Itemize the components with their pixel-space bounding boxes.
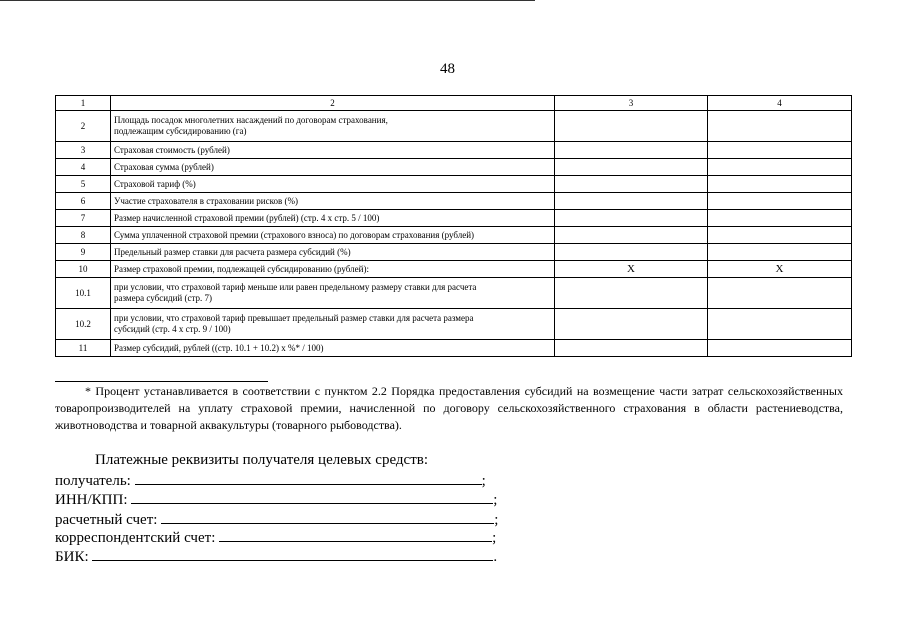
footnote-line: сельскохозяйственных товаропроизводителей на уплату страховой премии, начисленной по договору сельскохозяйственного страхования: [55, 384, 843, 415]
table-row: [56, 142, 852, 159]
value-cell-col-3: [555, 340, 708, 357]
row-label: [111, 176, 555, 193]
row-number: 11: [56, 340, 111, 357]
top-edge-rule: [0, 0, 535, 1]
value-cell-col-4: [708, 193, 852, 210]
page-number: 48: [440, 61, 455, 77]
row-label: [111, 278, 555, 309]
table-row: [56, 340, 852, 357]
value-cell-col-3: [555, 227, 708, 244]
row-number: 9: [56, 244, 111, 261]
value-cell-col-4: [708, 210, 852, 227]
field-end: ;: [481, 473, 486, 489]
requisites-title: Платежные реквизиты получателя целевых средств:: [95, 452, 428, 468]
row-number: 8: [56, 227, 111, 244]
value-cell-col-4: [708, 244, 852, 261]
header-col-1: 1: [56, 96, 111, 111]
field-label: расчетный счет:: [55, 512, 158, 528]
row-label-line: Размер страховой премии, подлежащей субсидированию (рублей):: [114, 263, 369, 274]
value-cell-col-3: [555, 193, 708, 210]
table-body: [56, 96, 852, 357]
row-label-line: Страховая сумма (рублей): [114, 161, 214, 172]
row-label-line: размера субсидий (стр. 7): [114, 293, 212, 303]
correspondent-account-fill-line[interactable]: [219, 528, 492, 542]
table-row: [56, 227, 852, 244]
bik-field: [55, 547, 497, 566]
row-label-line: Предельный размер ставки для расчета размера субсидий (%): [114, 246, 351, 257]
row-label-line: Участие страхователя в страховании рисков (%): [114, 195, 299, 206]
row-number: 3: [56, 142, 111, 159]
row-label: [111, 261, 555, 278]
value-cell-col-3: [555, 244, 708, 261]
header-col-4: 4: [708, 96, 852, 111]
row-label: [111, 227, 555, 244]
value-cell-col-4: X: [708, 261, 852, 278]
header-col-2: 2: [111, 96, 555, 111]
value-cell-col-4: [708, 142, 852, 159]
row-label-line: Площадь посадок многолетних насаждений по договорам страхования,: [114, 115, 388, 125]
row-number: 2: [56, 111, 111, 142]
row-label-line: Размер субсидий, рублей ((стр. 10.1 + 10.2) х %* / 100): [114, 342, 324, 353]
account-fill-line[interactable]: [161, 510, 494, 524]
row-label: [111, 111, 555, 142]
row-number: 5: [56, 176, 111, 193]
field-end: ;: [492, 530, 497, 546]
value-cell-col-4: [708, 159, 852, 176]
row-label: [111, 309, 555, 340]
value-cell-col-4: [708, 176, 852, 193]
footnote: [55, 383, 843, 434]
row-label-line: Размер начисленной страховой премии (рублей) (стр. 4 х стр. 5 / 100): [114, 212, 380, 223]
table-row: [56, 278, 852, 309]
footnote-text: [55, 383, 843, 434]
row-label: [111, 210, 555, 227]
row-number: 10: [56, 261, 111, 278]
row-label-line: Страховая стоимость (рублей): [114, 144, 230, 155]
field-label: корреспондентский счет:: [55, 530, 216, 546]
row-number: 10.1: [56, 278, 111, 309]
table-row: [56, 176, 852, 193]
row-number: 10.2: [56, 309, 111, 340]
value-cell-col-3: [555, 142, 708, 159]
bik-fill-line[interactable]: [92, 547, 493, 561]
table-row: [56, 244, 852, 261]
table-row: [56, 309, 852, 340]
field-label: получатель:: [55, 473, 131, 489]
subsidy-table: [55, 95, 852, 357]
value-cell-col-4: [708, 227, 852, 244]
inn-kpp-fill-line[interactable]: [131, 490, 493, 504]
table-row: [56, 210, 852, 227]
row-label: [111, 244, 555, 261]
table-row: [56, 111, 852, 142]
value-cell-col-3: X: [555, 261, 708, 278]
row-label: [111, 340, 555, 357]
value-cell-col-4: [708, 278, 852, 309]
field-label: ИНН/КПП:: [55, 492, 128, 508]
value-cell-col-3: [555, 210, 708, 227]
value-cell-col-3: [555, 176, 708, 193]
row-label-line: подлежащим субсидированию (га): [114, 126, 247, 136]
row-label: [111, 142, 555, 159]
header-col-3: 3: [555, 96, 708, 111]
value-cell-col-4: [708, 340, 852, 357]
value-cell-col-3: [555, 159, 708, 176]
row-label-line: при условии, что страховой тариф меньше или равен предельному размеру ставки для расчета: [114, 282, 477, 292]
field-label: БИК:: [55, 549, 89, 565]
field-end: ;: [493, 492, 498, 508]
correspondent-account-field: [55, 528, 496, 547]
field-end: .: [493, 549, 498, 565]
row-label: [111, 159, 555, 176]
row-label-line: Сумма уплаченной страховой премии (страхового взноса) по договорам страхования (рублей): [114, 229, 475, 240]
value-cell-col-3: [555, 278, 708, 309]
footnote-separator: [55, 381, 268, 382]
row-number: 6: [56, 193, 111, 210]
row-label-line: субсидий (стр. 4 х стр. 9 / 100): [114, 324, 231, 334]
table-row: [56, 159, 852, 176]
footnote-line: в области растениеводства, животноводства и товарной аквакультуры (товарного рыбоводства).: [55, 401, 844, 432]
row-label: [111, 193, 555, 210]
recipient-field: [55, 471, 486, 490]
value-cell-col-4: [708, 309, 852, 340]
value-cell-col-4: [708, 111, 852, 142]
footnote-line: * Процент устанавливается в соответствии с пунктом 2.2 Порядка предоставления субсидий на возмещение части затрат: [85, 384, 724, 398]
account-field: [55, 510, 498, 529]
field-end: ;: [494, 512, 499, 528]
table-row: [56, 193, 852, 210]
table-row: [56, 261, 852, 278]
row-number: 4: [56, 159, 111, 176]
recipient-fill-line[interactable]: [135, 471, 482, 485]
row-number: 7: [56, 210, 111, 227]
row-label-line: при условии, что страховой тариф превышает предельный размер ставки для расчета размера: [114, 313, 474, 323]
value-cell-col-3: [555, 309, 708, 340]
table-header-row: [56, 96, 852, 111]
value-cell-col-3: [555, 111, 708, 142]
inn-kpp-field: [55, 490, 497, 509]
row-label-line: Страховой тариф (%): [114, 178, 196, 189]
